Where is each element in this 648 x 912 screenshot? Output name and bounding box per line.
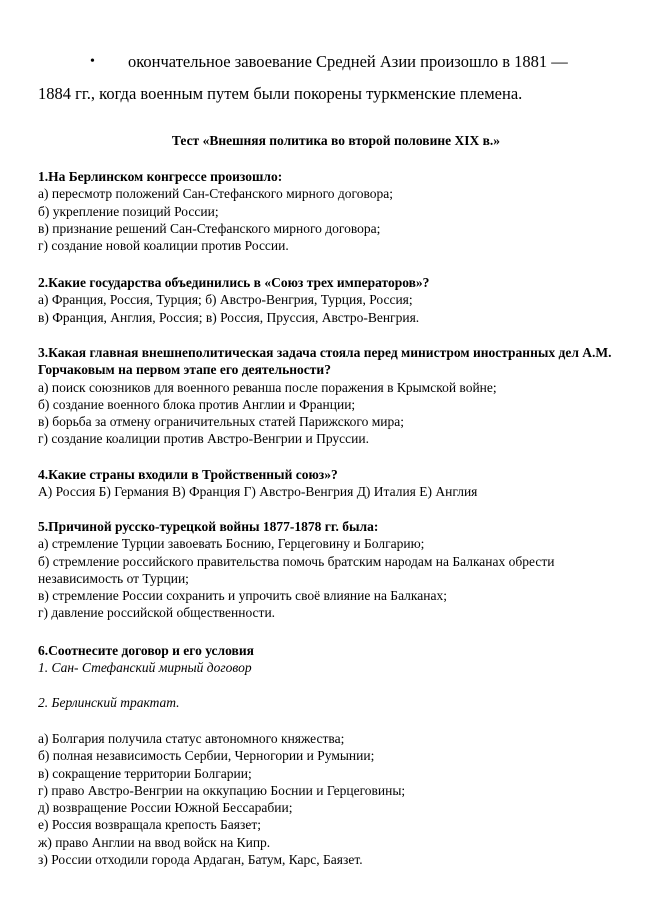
answer-option: г) создание новой коалиции против России. xyxy=(38,238,289,254)
condition-item: ж) право Англии на ввод войск на Кипр. xyxy=(38,834,271,850)
treaty-item: 2. Берлинский трактат. xyxy=(38,695,180,710)
intro-line-1: окончательное завоевание Средней Азии произошло в 1881 — xyxy=(128,52,568,71)
answer-option: в) признание решений Сан-Стефанского мирного договора; xyxy=(38,220,381,236)
answer-option: а) пересмотр положений Сан-Стефанского мирного договора; xyxy=(38,186,394,202)
question-2 xyxy=(38,274,638,326)
question-3 xyxy=(38,344,638,448)
question-1 xyxy=(38,168,638,254)
treaty-item: 1. Сан- Стефанский мирный договор xyxy=(38,660,252,676)
question-4 xyxy=(38,466,638,501)
answer-option: б) укрепление позиций России; xyxy=(38,203,219,219)
answer-option: в) стремление России сохранить и упрочить своё влияние на Балканах; xyxy=(38,588,447,604)
question-title: 6.Соотнесите договор и его условия xyxy=(38,643,254,658)
bullet-icon: • xyxy=(90,54,95,69)
answer-option: б) создание военного блока против Англии и Франции; xyxy=(38,396,356,412)
answer-option: а) поиск союзников для военного реванша после поражения в Крымской войне; xyxy=(38,379,497,395)
question-5 xyxy=(38,518,638,622)
condition-item: д) возвращение России Южной Бессарабии; xyxy=(38,800,293,816)
condition-item: е) Россия возвращала крепость Баязет; xyxy=(38,817,261,833)
condition-item: з) России отходили города Ардаган, Батум, Карс, Баязет. xyxy=(38,852,363,868)
answer-option: г) давление российской общественности. xyxy=(38,605,276,621)
question-6 xyxy=(38,642,638,677)
condition-item: б) полная независимость Сербии, Черногории и Румынии; xyxy=(38,748,375,764)
condition-item: а) Болгария получила статус автономного княжества; xyxy=(38,731,345,746)
answer-option: в) Франция, Англия, Россия; в) Россия, Пруссия, Австро-Венгрия. xyxy=(38,309,420,325)
intro-line-2: 1884 гг., когда военным путем были покорены туркменские племена. xyxy=(38,84,523,103)
question-6-conditions xyxy=(38,730,638,868)
answer-option: б) стремление российского правительства помочь братским народам на Балканах обрести независимость от Турции; xyxy=(38,553,555,586)
answer-option: в) борьба за отмену ограничительных статей Парижского мира; xyxy=(38,414,404,430)
question-title: 1.На Берлинском конгрессе произошло: xyxy=(38,169,283,184)
question-6-treaty-2 xyxy=(38,694,638,711)
question-title: 3.Какая главная внешнеполитическая задача стояла перед министром иностранных дел А.М. Горчаковым на первом этапе его деятельности? xyxy=(38,345,612,378)
question-title: 2.Какие государства объединились в «Союз трех императоров»? xyxy=(38,275,430,290)
question-title: 4.Какие страны входили в Тройственный союз»? xyxy=(38,467,338,482)
answer-option: г) создание коалиции против Австро-Венгрии и Пруссии. xyxy=(38,431,369,447)
question-title: 5.Причиной русско-турецкой войны 1877-1878 гг. была: xyxy=(38,519,379,534)
answer-option: а) стремление Турции завоевать Боснию, Герцеговину и Болгарию; xyxy=(38,536,425,552)
answer-option: а) Франция, Россия, Турция; б) Австро-Венгрия, Турция, Россия; xyxy=(38,292,413,308)
condition-item: в) сокращение территории Болгарии; xyxy=(38,765,252,781)
test-title: Тест «Внешняя политика во второй половине XIX в.» xyxy=(171,133,501,148)
condition-item: г) право Австро-Венгрии на оккупацию Боснии и Герцеговины; xyxy=(38,782,406,798)
answer-option: А) Россия Б) Германия В) Франция Г) Австро-Венгрия Д) Италия Е) Англия xyxy=(38,484,478,500)
